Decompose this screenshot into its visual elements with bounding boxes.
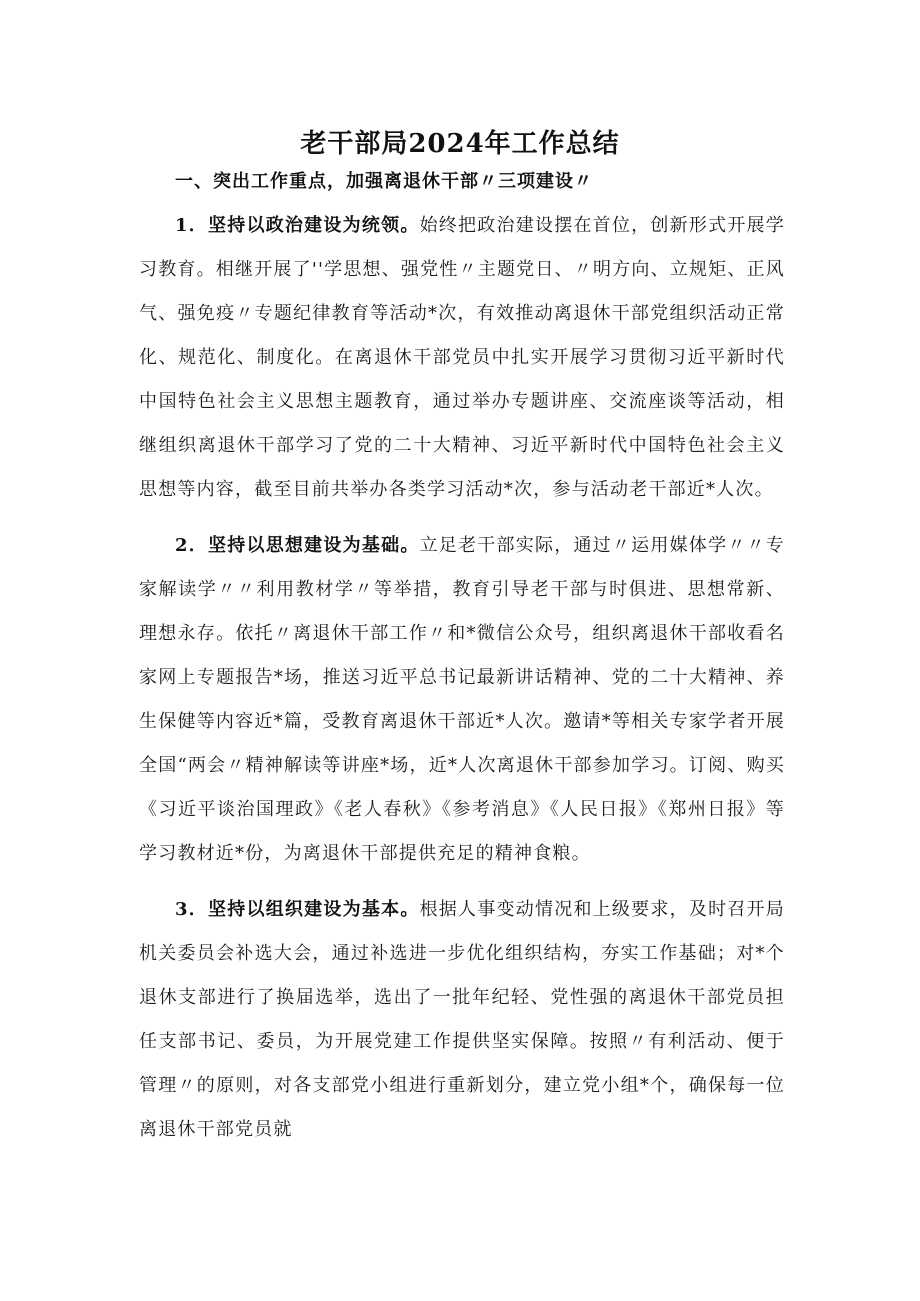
paragraph-body: 根据人事变动情况和上级要求，及时召开局机关委员会补选大会，通过补选进一步优化组织结构，夯实工作基础；对*个退休支部进行了换届选举，选出了一批年纪轻、党性强的离退休干部党员担任支部书记、委员，为开展党建工作提供坚实保障。按照〃有利活动、便于管理〃的原则，对各支部党小组进行重新划分，建立党小组*个，确保每一位离退休干部党员就 — [139, 899, 785, 1140]
paragraph-political-building — [139, 204, 785, 512]
paragraph-body: 立足老干部实际，通过〃运用媒体学〃〃专家解读学〃〃利用教材学〃等举措，教育引导老干部与时俱进、思想常新、理想永存。依托〃离退休干部工作〃和*微信公众号，组织离退休干部收看名家网上专题报告*场，推送习近平总书记最新讲话精神、党的二十大精神、养生保健等内容近*篇，受教育离退休干部近*人次。邀请*等相关专家学者开展全国“两会〃精神解读等讲座*场，近*人次离退休干部参加学习。订阅、购买《习近平谈治国理政》《老人春秋》《参考消息》《人民日报》《郑州日报》等学习教材近*份，为离退休干部提供充足的精神食粮。 — [139, 535, 785, 864]
paragraph-lead: 3．坚持以组织建设为基本。 — [175, 899, 420, 920]
paragraph-organizational-building — [139, 888, 785, 1152]
paragraph-ideological-building — [139, 524, 785, 876]
document-body — [139, 160, 785, 1164]
section-heading: 一、突出工作重点，加强离退休干部〃三项建设〃 — [175, 171, 593, 192]
paragraph-lead: 1．坚持以政治建设为统领。 — [175, 215, 420, 236]
paragraph-body: 始终把政治建设摆在首位，创新形式开展学习教育。相继开展了''学思想、强党性〃主题党日、〃明方向、立规矩、正风气、强免疫〃专题纪律教育等活动*次，有效推动离退休干部党组织活动正常化、规范化、制度化。在离退休干部党员中扎实开展学习贯彻习近平新时代中国特色社会主义思想主题教育，通过举办专题讲座、交流座谈等活动，相继组织离退休干部学习了党的二十大精神、习近平新时代中国特色社会主义思想等内容，截至目前共举办各类学习活动*次，参与活动老干部近*人次。 — [139, 215, 785, 500]
paragraph-lead: 2．坚持以思想建设为基础。 — [175, 535, 420, 556]
document-title: 老干部局2024年工作总结 — [300, 129, 620, 159]
